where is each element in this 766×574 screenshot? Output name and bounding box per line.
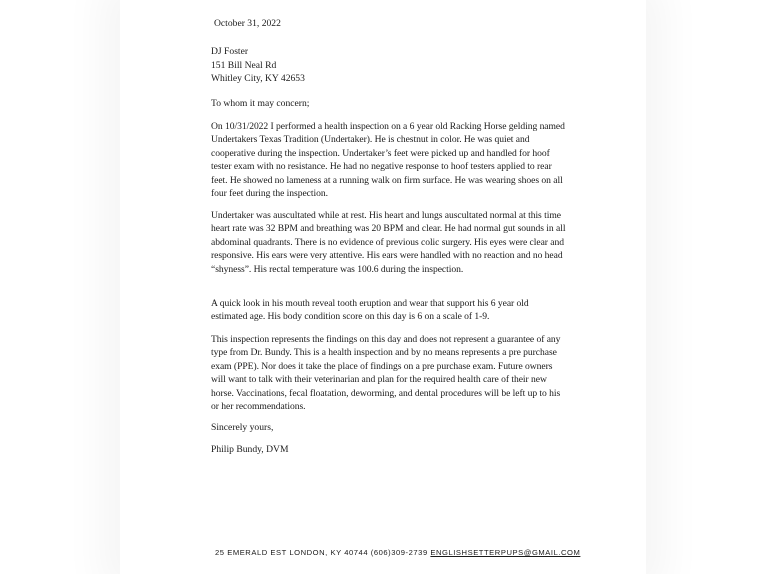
salutation: To whom it may concern; [211, 98, 310, 109]
letter-page [120, 0, 646, 574]
paragraph-disclaimer: This inspection represents the findings on this day and does not represent a guarantee of any type from Dr. Bundy. This is a health inspection and by no means represents a pre purchase exam (PPE). Nor does it take the place of findings on a pre purchase exam. Future owners will want to talk with their veterinarian and plan for the required health care of their new horse. Vaccinations, fecal floatation, deworming, and dental procedures will be left up to his or her recommendations. [211, 334, 561, 413]
closing: Sincerely yours, [211, 422, 274, 433]
footer-contact [215, 548, 580, 557]
recipient-street: 151 Bill Neal Rd [211, 59, 277, 71]
footer-email-link[interactable]: ENGLISHSETTERPUPS@GMAIL.COM [430, 548, 581, 557]
paragraph-auscultation: Undertaker was auscultated while at rest. His heart and lungs auscultated normal at this time heart rate was 32 BPM and breathing was 20 BPM and clear. He had normal gut sounds in all abdominal quadrants. There is no evidence of previous colic surgery. His eyes were clear and responsive. His ears were very attentive. His ears were handled with no reaction and no head “shyness”. His rectal temperature was 100.6 during the inspection. [211, 210, 566, 275]
paragraph-dental: A quick look in his mouth reveal tooth eruption and wear that support his 6 year old estimated age. His body condition score on this day is 6 on a scale of 1-9. [211, 298, 529, 323]
footer-address-phone: 25 EMERALD EST LONDON, KY 40744 (606)309-2739 [215, 548, 431, 557]
signature: Philip Bundy, DVM [211, 444, 289, 455]
letter-date: October 31, 2022 [214, 18, 281, 29]
recipient-city-state-zip: Whitley City, KY 42653 [211, 73, 305, 85]
recipient-name: DJ Foster [211, 46, 249, 57]
recipient-address [211, 45, 305, 86]
paragraph-hoof-exam: On 10/31/2022 I performed a health inspection on a 6 year old Racking Horse gelding named Undertakers Texas Tradition (Undertaker). He is chestnut in color. He was quiet and cooperative during the inspection. Undertaker’s feet were picked up and handled for hoof tester exam with no resistance. He had no negative response to hoof testers applied to rear feet. He showed no lameness at a running walk on firm surface. He was wearing shoes on all four feet during the inspection. [211, 121, 565, 200]
